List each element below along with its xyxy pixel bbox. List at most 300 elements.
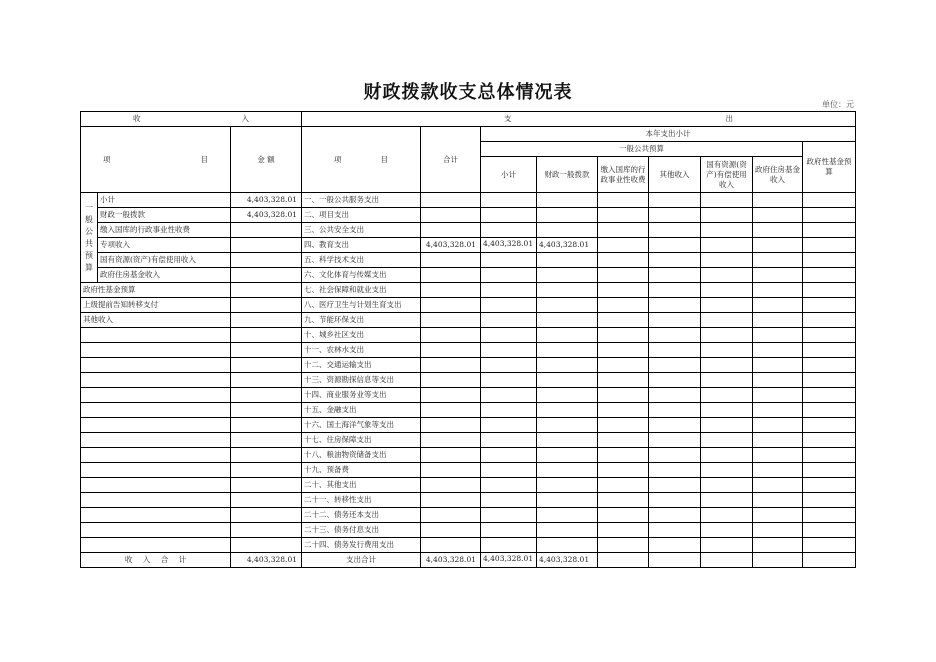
income-amount bbox=[231, 388, 302, 403]
empty-cell bbox=[753, 208, 803, 223]
expense-total bbox=[421, 343, 481, 358]
expense-subtotal-total: 4,403,328.01 bbox=[481, 553, 537, 568]
empty-cell bbox=[803, 433, 856, 448]
income-amount bbox=[231, 313, 302, 328]
empty-cell bbox=[649, 478, 701, 493]
admin-fees-col-header: 缴入国库的行政事业性收费 bbox=[598, 157, 649, 193]
empty-cell bbox=[753, 523, 803, 538]
empty-cell bbox=[649, 463, 701, 478]
empty-cell bbox=[803, 328, 856, 343]
empty-cell bbox=[701, 388, 753, 403]
empty-cell bbox=[753, 418, 803, 433]
empty-cell bbox=[701, 298, 753, 313]
empty-cell bbox=[598, 433, 649, 448]
empty-cell bbox=[598, 448, 649, 463]
expense-subtotal bbox=[481, 283, 537, 298]
empty-cell bbox=[803, 493, 856, 508]
expense-total bbox=[421, 388, 481, 403]
item-char-2: 目 bbox=[380, 154, 388, 164]
income-amount bbox=[231, 223, 302, 238]
income-item bbox=[81, 508, 231, 523]
empty-cell bbox=[803, 478, 856, 493]
empty-cell bbox=[803, 268, 856, 283]
expense-total bbox=[421, 523, 481, 538]
expense-total bbox=[421, 403, 481, 418]
expense-total bbox=[421, 448, 481, 463]
expense-item: 十九、预备费 bbox=[302, 463, 421, 478]
income-amount bbox=[231, 298, 302, 313]
expense-item: 二十三、债务付息支出 bbox=[302, 523, 421, 538]
income-amount bbox=[231, 238, 302, 253]
income-amount bbox=[231, 358, 302, 373]
expense-item: 二、项目支出 bbox=[302, 208, 421, 223]
expense-fiscal-total: 4,403,328.01 bbox=[537, 553, 598, 568]
expense-total bbox=[421, 538, 481, 553]
expense-item: 八、医疗卫生与计划生育支出 bbox=[302, 298, 421, 313]
expense-item: 十四、商业服务业等支出 bbox=[302, 388, 421, 403]
empty-cell bbox=[598, 253, 649, 268]
other-income-col-header: 其他收入 bbox=[649, 157, 701, 193]
empty-cell bbox=[701, 463, 753, 478]
empty-cell bbox=[598, 193, 649, 208]
empty-cell bbox=[649, 223, 701, 238]
expense-fiscal-general bbox=[537, 208, 598, 223]
expense-item: 十七、住房保障支出 bbox=[302, 433, 421, 448]
empty-cell bbox=[803, 523, 856, 538]
expense-total bbox=[421, 508, 481, 523]
empty-cell bbox=[649, 418, 701, 433]
empty-cell bbox=[598, 313, 649, 328]
empty-cell bbox=[598, 343, 649, 358]
expense-fiscal-general bbox=[537, 508, 598, 523]
table-row bbox=[81, 523, 856, 538]
empty-cell bbox=[803, 223, 856, 238]
empty-cell bbox=[701, 358, 753, 373]
expense-fiscal-general bbox=[537, 463, 598, 478]
income-item bbox=[81, 418, 231, 433]
empty-cell bbox=[598, 223, 649, 238]
expense-subtotal bbox=[481, 253, 537, 268]
income-amount bbox=[231, 268, 302, 283]
expense-total bbox=[421, 358, 481, 373]
income-item bbox=[81, 328, 231, 343]
empty-cell bbox=[753, 553, 803, 568]
empty-cell bbox=[753, 388, 803, 403]
empty-cell bbox=[649, 208, 701, 223]
table-row bbox=[81, 208, 856, 223]
expense-fiscal-general: 4,403,328.01 bbox=[537, 238, 598, 253]
income-amount bbox=[231, 328, 302, 343]
expense-fiscal-general bbox=[537, 298, 598, 313]
income-item: 缴入国库的行政事业性收费 bbox=[98, 223, 231, 238]
empty-cell bbox=[701, 238, 753, 253]
income-amount bbox=[231, 448, 302, 463]
income-item: 其他收入 bbox=[81, 313, 231, 328]
empty-cell bbox=[753, 343, 803, 358]
empty-cell bbox=[753, 478, 803, 493]
income-char-1: 收 bbox=[133, 114, 141, 123]
income-item: 国有资源(资产)有偿使用收入 bbox=[98, 253, 231, 268]
empty-cell bbox=[649, 433, 701, 448]
expense-char-1: 支 bbox=[504, 114, 512, 123]
empty-cell bbox=[701, 328, 753, 343]
empty-cell bbox=[803, 208, 856, 223]
empty-cell bbox=[701, 208, 753, 223]
income-amount bbox=[231, 523, 302, 538]
empty-cell bbox=[803, 283, 856, 298]
empty-cell bbox=[753, 253, 803, 268]
income-item: 财政一般拨款 bbox=[98, 208, 231, 223]
empty-cell bbox=[753, 493, 803, 508]
expense-item: 九、节能环保支出 bbox=[302, 313, 421, 328]
expense-total: 4,403,328.01 bbox=[421, 238, 481, 253]
empty-cell bbox=[701, 193, 753, 208]
expense-item: 十五、金融支出 bbox=[302, 403, 421, 418]
expense-item: 二十一、转移性支出 bbox=[302, 493, 421, 508]
empty-cell bbox=[753, 538, 803, 553]
housing-fund-col-header: 政府住房基金收入 bbox=[753, 157, 803, 193]
empty-cell bbox=[803, 448, 856, 463]
table-row bbox=[81, 478, 856, 493]
expense-fiscal-general bbox=[537, 493, 598, 508]
empty-cell bbox=[649, 283, 701, 298]
empty-cell bbox=[598, 328, 649, 343]
expense-fiscal-general bbox=[537, 313, 598, 328]
empty-cell bbox=[649, 553, 701, 568]
empty-cell bbox=[701, 448, 753, 463]
income-item: 政府性基金预算 bbox=[81, 283, 231, 298]
income-amount bbox=[231, 253, 302, 268]
expense-item: 二十四、债务发行费用支出 bbox=[302, 538, 421, 553]
general-budget-group-label: 一般公共预算 bbox=[81, 193, 98, 283]
expense-fiscal-general bbox=[537, 478, 598, 493]
table-row bbox=[81, 493, 856, 508]
empty-cell bbox=[649, 508, 701, 523]
table-row bbox=[81, 358, 856, 373]
empty-cell bbox=[649, 523, 701, 538]
empty-cell bbox=[701, 478, 753, 493]
income-item bbox=[81, 493, 231, 508]
empty-cell bbox=[753, 358, 803, 373]
empty-cell bbox=[598, 523, 649, 538]
fiscal-summary-table bbox=[80, 111, 856, 568]
empty-cell bbox=[598, 508, 649, 523]
empty-cell bbox=[753, 373, 803, 388]
empty-cell bbox=[753, 193, 803, 208]
income-total-amount: 4,403,328.01 bbox=[231, 553, 302, 568]
expense-item: 二十、其他支出 bbox=[302, 478, 421, 493]
year-subtotal-header: 本年支出小计 bbox=[481, 127, 856, 142]
income-amount bbox=[231, 478, 302, 493]
gov-fund-header: 政府性基金预算 bbox=[803, 142, 856, 193]
table-row bbox=[81, 418, 856, 433]
table-row bbox=[81, 193, 856, 208]
empty-cell bbox=[701, 418, 753, 433]
expense-fiscal-general bbox=[537, 223, 598, 238]
empty-cell bbox=[701, 343, 753, 358]
empty-cell bbox=[598, 418, 649, 433]
empty-cell bbox=[701, 223, 753, 238]
empty-cell bbox=[701, 373, 753, 388]
income-amount bbox=[231, 508, 302, 523]
empty-cell bbox=[598, 238, 649, 253]
expense-subtotal bbox=[481, 193, 537, 208]
item-char-2: 目 bbox=[200, 154, 208, 164]
income-item bbox=[81, 523, 231, 538]
expense-subtotal bbox=[481, 478, 537, 493]
empty-cell bbox=[701, 313, 753, 328]
expense-item: 二十二、债务还本支出 bbox=[302, 508, 421, 523]
expense-subtotal: 4,403,328.01 bbox=[481, 238, 537, 253]
expense-subtotal bbox=[481, 493, 537, 508]
expense-subtotal bbox=[481, 373, 537, 388]
income-item bbox=[81, 463, 231, 478]
expense-subtotal bbox=[481, 358, 537, 373]
expense-subtotal bbox=[481, 418, 537, 433]
expense-subtotal bbox=[481, 313, 537, 328]
item-char-1: 项 bbox=[103, 154, 111, 164]
empty-cell bbox=[753, 448, 803, 463]
expense-fiscal-general bbox=[537, 358, 598, 373]
expense-subtotal bbox=[481, 208, 537, 223]
empty-cell bbox=[598, 388, 649, 403]
empty-cell bbox=[753, 283, 803, 298]
income-item bbox=[81, 538, 231, 553]
income-item bbox=[81, 343, 231, 358]
table-row bbox=[81, 268, 856, 283]
income-amount bbox=[231, 343, 302, 358]
expense-total bbox=[421, 433, 481, 448]
expense-char-2: 出 bbox=[725, 114, 733, 123]
empty-cell bbox=[803, 238, 856, 253]
table-row bbox=[81, 238, 856, 253]
table-row bbox=[81, 283, 856, 298]
expense-fiscal-general bbox=[537, 433, 598, 448]
empty-cell bbox=[649, 343, 701, 358]
expense-item: 十一、农林水支出 bbox=[302, 343, 421, 358]
empty-cell bbox=[701, 433, 753, 448]
expense-subtotal bbox=[481, 268, 537, 283]
expense-item: 三、公共安全支出 bbox=[302, 223, 421, 238]
empty-cell bbox=[803, 373, 856, 388]
empty-cell bbox=[598, 493, 649, 508]
empty-cell bbox=[803, 298, 856, 313]
expense-total bbox=[421, 328, 481, 343]
expense-item-header bbox=[302, 127, 421, 193]
empty-cell bbox=[598, 403, 649, 418]
empty-cell bbox=[649, 373, 701, 388]
empty-cell bbox=[598, 298, 649, 313]
income-amount bbox=[231, 373, 302, 388]
table-row bbox=[81, 328, 856, 343]
unit-label: 单位：元 bbox=[822, 100, 854, 109]
empty-cell bbox=[649, 313, 701, 328]
expense-fiscal-general bbox=[537, 418, 598, 433]
empty-cell bbox=[753, 508, 803, 523]
empty-cell bbox=[649, 403, 701, 418]
empty-cell bbox=[598, 358, 649, 373]
empty-cell bbox=[803, 193, 856, 208]
expense-fiscal-general bbox=[537, 193, 598, 208]
empty-cell bbox=[701, 493, 753, 508]
expense-total bbox=[421, 418, 481, 433]
empty-cell bbox=[649, 328, 701, 343]
empty-cell bbox=[701, 538, 753, 553]
empty-cell bbox=[803, 553, 856, 568]
empty-cell bbox=[701, 553, 753, 568]
subtotal-col-header: 小计 bbox=[481, 157, 537, 193]
income-item-header bbox=[81, 127, 231, 193]
table-row bbox=[81, 388, 856, 403]
expense-subtotal bbox=[481, 343, 537, 358]
expense-item: 十二、交通运输支出 bbox=[302, 358, 421, 373]
income-item bbox=[81, 448, 231, 463]
income-amount bbox=[231, 538, 302, 553]
expense-fiscal-general bbox=[537, 388, 598, 403]
income-amount bbox=[231, 463, 302, 478]
expense-total bbox=[421, 268, 481, 283]
empty-cell bbox=[649, 388, 701, 403]
income-item bbox=[81, 358, 231, 373]
income-group-header bbox=[81, 112, 302, 127]
expense-fiscal-general bbox=[537, 268, 598, 283]
expense-total bbox=[421, 253, 481, 268]
table-row bbox=[81, 433, 856, 448]
income-amount bbox=[231, 418, 302, 433]
expense-fiscal-general bbox=[537, 403, 598, 418]
empty-cell bbox=[649, 493, 701, 508]
income-item: 政府住房基金收入 bbox=[98, 268, 231, 283]
report-title: 财政拨款收支总体情况表 bbox=[363, 82, 573, 103]
expense-fiscal-general bbox=[537, 373, 598, 388]
empty-cell bbox=[803, 538, 856, 553]
income-item: 小计 bbox=[98, 193, 231, 208]
expense-subtotal bbox=[481, 448, 537, 463]
empty-cell bbox=[701, 268, 753, 283]
expense-item: 七、社会保障和就业支出 bbox=[302, 283, 421, 298]
income-amount bbox=[231, 433, 302, 448]
empty-cell bbox=[753, 403, 803, 418]
table-row bbox=[81, 538, 856, 553]
totals-row bbox=[81, 553, 856, 568]
total-header: 合计 bbox=[421, 127, 481, 193]
expense-subtotal bbox=[481, 538, 537, 553]
table-row bbox=[81, 373, 856, 388]
empty-cell bbox=[701, 403, 753, 418]
income-amount bbox=[231, 283, 302, 298]
income-item: 上级提前告知转移支付 bbox=[81, 298, 231, 313]
income-amount bbox=[231, 493, 302, 508]
income-amount: 4,403,328.01 bbox=[231, 193, 302, 208]
expense-subtotal bbox=[481, 298, 537, 313]
expense-item: 六、文化体育与传媒支出 bbox=[302, 268, 421, 283]
income-item bbox=[81, 433, 231, 448]
income-amount bbox=[231, 403, 302, 418]
expense-fiscal-general bbox=[537, 283, 598, 298]
expense-grand-total: 4,403,328.01 bbox=[421, 553, 481, 568]
expense-subtotal bbox=[481, 523, 537, 538]
empty-cell bbox=[753, 268, 803, 283]
general-budget-header: 一般公共预算 bbox=[481, 142, 803, 157]
empty-cell bbox=[649, 193, 701, 208]
empty-cell bbox=[701, 253, 753, 268]
expense-total bbox=[421, 298, 481, 313]
empty-cell bbox=[598, 283, 649, 298]
empty-cell bbox=[701, 508, 753, 523]
state-assets-col-header: 国有资源(资产)有偿使用收入 bbox=[701, 157, 753, 193]
expense-fiscal-general bbox=[537, 253, 598, 268]
empty-cell bbox=[598, 463, 649, 478]
income-item bbox=[81, 373, 231, 388]
table-row bbox=[81, 403, 856, 418]
table-row bbox=[81, 253, 856, 268]
expense-subtotal bbox=[481, 223, 537, 238]
expense-fiscal-general bbox=[537, 343, 598, 358]
empty-cell bbox=[649, 358, 701, 373]
empty-cell bbox=[753, 223, 803, 238]
empty-cell bbox=[598, 478, 649, 493]
empty-cell bbox=[803, 403, 856, 418]
empty-cell bbox=[598, 373, 649, 388]
income-amount-header: 金 额 bbox=[231, 127, 302, 193]
income-item bbox=[81, 388, 231, 403]
empty-cell bbox=[598, 268, 649, 283]
expense-subtotal bbox=[481, 388, 537, 403]
empty-cell bbox=[803, 418, 856, 433]
empty-cell bbox=[803, 388, 856, 403]
expense-fiscal-general bbox=[537, 538, 598, 553]
expense-total bbox=[421, 283, 481, 298]
income-item: 专项收入 bbox=[98, 238, 231, 253]
expense-item: 十六、国土海洋气象等支出 bbox=[302, 418, 421, 433]
fiscal-general-col-header: 财政一般拨款 bbox=[537, 157, 598, 193]
empty-cell bbox=[803, 463, 856, 478]
empty-cell bbox=[753, 463, 803, 478]
income-item bbox=[81, 403, 231, 418]
expense-total bbox=[421, 493, 481, 508]
empty-cell bbox=[649, 238, 701, 253]
expense-total bbox=[421, 223, 481, 238]
expense-total bbox=[421, 208, 481, 223]
expense-total bbox=[421, 463, 481, 478]
empty-cell bbox=[649, 538, 701, 553]
income-amount: 4,403,328.01 bbox=[231, 208, 302, 223]
table-row bbox=[81, 313, 856, 328]
empty-cell bbox=[598, 553, 649, 568]
expense-item: 十三、资源勘探信息等支出 bbox=[302, 373, 421, 388]
expense-subtotal bbox=[481, 328, 537, 343]
expense-item: 四、教育支出 bbox=[302, 238, 421, 253]
empty-cell bbox=[803, 358, 856, 373]
expense-total bbox=[421, 313, 481, 328]
expense-group-header bbox=[302, 112, 856, 127]
empty-cell bbox=[753, 238, 803, 253]
empty-cell bbox=[803, 343, 856, 358]
expense-fiscal-general bbox=[537, 328, 598, 343]
expense-total bbox=[421, 193, 481, 208]
empty-cell bbox=[753, 298, 803, 313]
table-row bbox=[81, 343, 856, 358]
expense-fiscal-general bbox=[537, 523, 598, 538]
expense-subtotal bbox=[481, 433, 537, 448]
income-item bbox=[81, 478, 231, 493]
table-row bbox=[81, 463, 856, 478]
expense-item: 五、科学技术支出 bbox=[302, 253, 421, 268]
table-row bbox=[81, 298, 856, 313]
table-row bbox=[81, 508, 856, 523]
table-row bbox=[81, 223, 856, 238]
expense-subtotal bbox=[481, 403, 537, 418]
